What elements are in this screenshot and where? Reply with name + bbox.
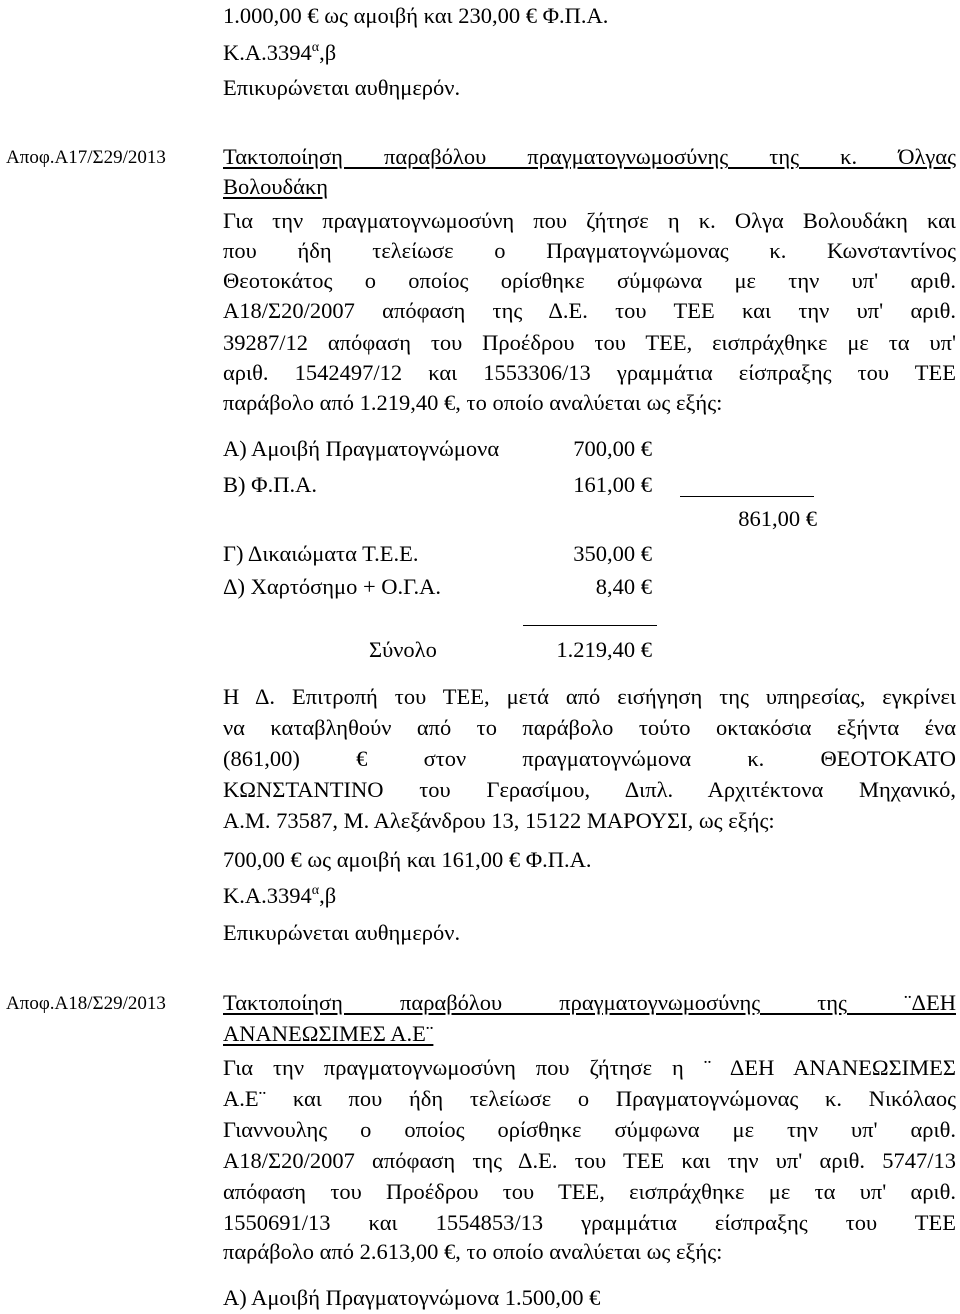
breakdown-d-value: 8,40 € — [595, 574, 652, 599]
breakdown-a-line: Α) Αμοιβή Πραγματογνώμονα 1.500,00 € — [223, 1285, 601, 1310]
approved-note: Επικυρώνεται αυθημερόν. — [223, 920, 461, 945]
resolution-line: Η Δ. Επιτροπή του ΤΕΕ, μετά από εισήγηση της υπηρεσίας, εγκρίνει — [223, 684, 956, 709]
budget-code-sup: α — [311, 883, 320, 898]
decision-title-a18-line2: ΑΝΑΝΕΩΣΙΜΕΣ Α.Ε¨ — [223, 1021, 434, 1046]
budget-code-tail: ,β — [319, 40, 337, 65]
payment-line: 1.000,00 € ως αμοιβή και 230,00 € Φ.Π.Α. — [223, 3, 609, 28]
body-line: Α18/Σ20/2007 απόφαση της Δ.Ε. του ΤΕΕ και την υπ' αριθ. 5747/13 — [223, 1148, 956, 1173]
body-line: Γιαννουλης ο οποίος ορίσθηκε σύμφωνα με την υπ' αριθ. — [223, 1117, 956, 1142]
breakdown-c-label: Γ) Δικαιώματα Τ.Ε.Ε. — [223, 541, 419, 566]
breakdown-c-value: 350,00 € — [573, 541, 652, 566]
budget-code — [223, 42, 336, 65]
body-line: 39287/12 απόφαση του Προέδρου του ΤΕΕ, εισπράχθηκε με τα υπ' — [223, 330, 956, 355]
resolution-line: (861,00) € στον πραγματογνώμονα κ. ΘΕΟΤΟΚΑΤΟ — [223, 746, 956, 771]
resolution-line: ΚΩΝΣΤΑΝΤΙΝΟ του Γερασίμου, Διπλ. Αρχιτέκτονα Μηχανικό, — [223, 777, 956, 802]
decision-title-a17-line1: Τακτοποίηση παραβόλου πραγματογνωμοσύνης της κ. Όλγας — [223, 144, 956, 169]
body-line: παράβολο από 1.219,40 €, το οποίο αναλύεται ως εξής: — [223, 390, 723, 415]
approved-note: Επικυρώνεται αυθημερόν. — [223, 75, 461, 100]
decision-label-a17: Αποφ.Α17/Σ29/2013 — [6, 147, 166, 168]
decision-title-a17-line2: Βολουδάκη — [223, 174, 329, 199]
budget-code-main: Κ.Α.3394 — [223, 883, 312, 908]
body-line: Για την πραγματογνωμοσύνη που ζήτησε η κ. Ολγα Βολουδάκη και — [223, 208, 956, 233]
body-line: Θεοτοκάτος ο οποίος ορίσθηκε σύμφωνα με την υπ' αριθ. — [223, 268, 956, 293]
decision-title-a18-line1: Τακτοποίηση παραβόλου πραγματογνωμοσύνης της ¨ΔΕΗ — [223, 990, 956, 1015]
body-line: 1550691/13 και 1554853/13 γραμμάτια είσπραξης του ΤΕΕ — [223, 1210, 956, 1235]
decision-label-a18: Αποφ.Α18/Σ29/2013 — [6, 993, 166, 1014]
budget-code-sup: α — [311, 40, 320, 55]
budget-code — [223, 885, 336, 908]
body-line: παράβολο από 2.613,00 €, το οποίο αναλύεται ως εξής: — [223, 1239, 723, 1264]
resolution-line: να καταβληθούν από το παράβολο τούτο οκτακόσια εξήντα ένα — [223, 715, 956, 740]
subtotal-rule — [680, 496, 814, 497]
breakdown-b-value: 161,00 € — [573, 472, 652, 497]
body-line: που ήδη τελείωσε ο Πραγματογνώμονας κ. Κωνσταντίνος — [223, 238, 956, 263]
breakdown-subtotal: 861,00 € — [738, 506, 817, 531]
payment-line: 700,00 € ως αμοιβή και 161,00 € Φ.Π.Α. — [223, 847, 592, 872]
body-line: Α.Ε¨ και που ήδη τελείωσε ο Πραγματογνώμονας κ. Νικόλαος — [223, 1086, 956, 1111]
budget-code-main: Κ.Α.3394 — [223, 40, 312, 65]
breakdown-total-value: 1.219,40 € — [556, 637, 652, 662]
body-line: Α18/Σ20/2007 απόφαση της Δ.Ε. του ΤΕΕ και την υπ' αριθ. — [223, 298, 956, 323]
breakdown-total-label: Σύνολο — [369, 637, 437, 662]
resolution-line: Α.Μ. 73587, Μ. Αλεξάνδρου 13, 15122 ΜΑΡΟΥΣΙ, ως εξής: — [223, 808, 775, 833]
breakdown-b-label: Β) Φ.Π.Α. — [223, 472, 317, 497]
body-line: Για την πραγματογνωμοσύνη που ζήτησε η ¨ ΔΕΗ ΑΝΑΝΕΩΣΙΜΕΣ — [223, 1055, 956, 1080]
breakdown-a-value: 700,00 € — [573, 436, 652, 461]
total-rule — [523, 625, 657, 626]
breakdown-d-label: Δ) Χαρτόσημο + Ο.Γ.Α. — [223, 574, 441, 599]
breakdown-a-label: Α) Αμοιβή Πραγματογνώμονα — [223, 436, 500, 461]
body-line: αριθ. 1542497/12 και 1553306/13 γραμμάτια είσπραξης του ΤΕΕ — [223, 360, 956, 385]
body-line: απόφαση του Προέδρου του ΤΕΕ, εισπράχθηκε με τα υπ' αριθ. — [223, 1179, 956, 1204]
budget-code-tail: ,β — [319, 883, 337, 908]
